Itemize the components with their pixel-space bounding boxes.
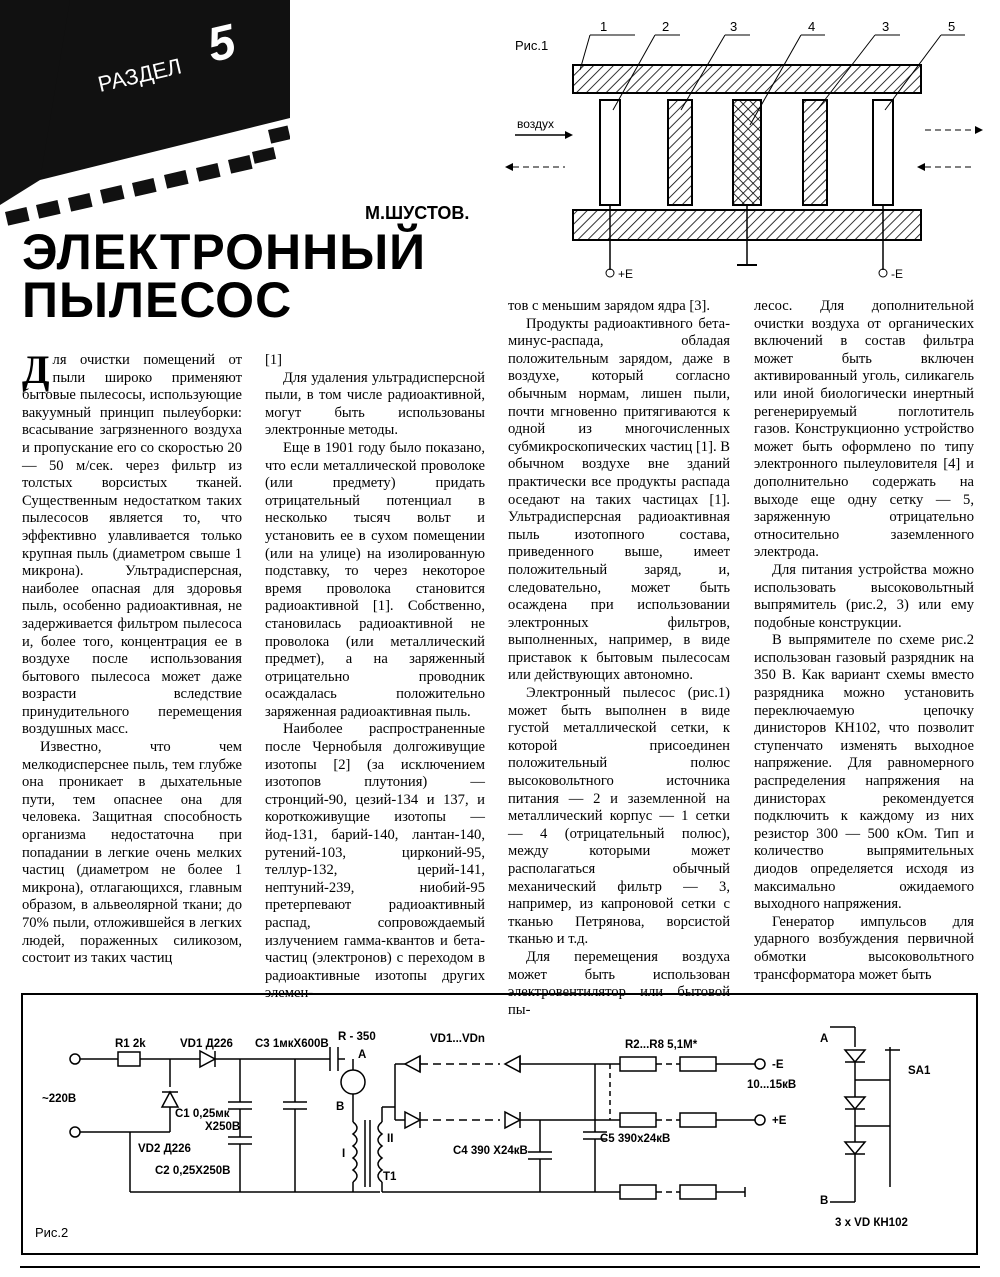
label-winding-1: I xyxy=(342,1148,346,1160)
fig1-label-4: 4 xyxy=(808,19,816,34)
fig1-label-5: 5 xyxy=(948,19,956,34)
section-number: 5 xyxy=(202,15,241,73)
label-vd1: VD1 Д226 xyxy=(180,1038,233,1050)
fig1-air: воздух xyxy=(517,117,555,131)
label-a2: А xyxy=(820,1033,829,1045)
filter-3b xyxy=(803,100,827,205)
col1-paragraph-2: Известно, что чем мелкодисперснее пыль, тем глубже она проникает в дыхательные пути, тем опаснее она для человека. Защитная способность организма недостаточна при попадании в легкие очень мелких частиц (диаметром не более 1 микрона), отлагающихся, главным образом, в альвеолярной ткани; до 70% пыли, отложившейся в легких людей, пораженных силикозом, состоит из таких частиц xyxy=(22,739,242,967)
filter-3a xyxy=(668,100,692,205)
figure-2 xyxy=(20,992,980,1257)
label-c1: С1 0,25мк xyxy=(175,1108,230,1120)
fig1-label-3a: 3 xyxy=(730,19,738,34)
label-minus-e: -E xyxy=(772,1059,784,1071)
col4-paragraph-0: лесос. Для дополнительной очистки воздуха от органических включений в состав фильтра может быть включен активированный уголь, силикагель или иной биологически инертный регенерируемый поглотитель газов. Конструкционно устройство может быть оформлено по типу электронного пылеуловителя [4] и дополнительно содержать на выходе еще одну сетку — 5, заряженную отрицательно относительно заземленного электрода. xyxy=(754,298,974,561)
label-vdn: VD1...VDn xyxy=(430,1033,485,1045)
label-dinistors: 3 x VD КН102 xyxy=(835,1217,908,1229)
column-2 xyxy=(265,352,485,1003)
bottom-rule xyxy=(20,1266,980,1268)
label-c3: С3 1мкX600В xyxy=(255,1038,329,1050)
fig2-caption: Рис.2 xyxy=(35,1225,69,1240)
col4-paragraph-1: Для питания устройства можно использовать высоковольтный выпрямитель (рис.2, 3) или ему подобные конструкции. xyxy=(754,561,974,631)
label-b2: В xyxy=(820,1195,829,1207)
section-word: РАЗДЕЛ xyxy=(95,53,184,97)
label-220v: ~220В xyxy=(42,1093,77,1105)
grid-5 xyxy=(873,100,893,205)
col3-paragraph-1: Продукты радиоактивного бета-минус-распада, обладая положительным зарядом, даже в воздухе, который согласно обычным нормам, лишен пыли, почти мгновенно притягиваются к одной из многочисленных субмикроскопических частиц [1]. В обычном воздухе вне зданий практически все продукты распада оседают на таких частицах [1]. Ультрадисперсная радиоактивная пыль изотопного состава, приведенного выше, имеет положительный заряд, и, следовательно, может быть осаждена при использовании электронных фильтров, выполненных, например, в виде приставок к бытовым пылесосам или действующих автономно. xyxy=(508,315,730,684)
fig1-plus: +E xyxy=(618,267,634,280)
label-sa1: SA1 xyxy=(908,1065,931,1077)
label-kv: 10...15кВ xyxy=(747,1079,797,1091)
label-plus-e: +E xyxy=(772,1115,787,1127)
col2-paragraph-2: Еще в 1901 году было показано, что если металлической проволоке (или предмету) придать отрицательный потенциал в несколько тысяч вольт и установить ее в сухом помещении (или на улице) на изолированную подставку, то через некоторое время проволока становится радиоактивной [1]. Собственно, становилась радиоактивной не проволока (или металлический предмет), а на заряженный отрицательно проводник осаждалась положительно заряженная радиоактивная пыль. xyxy=(265,439,485,720)
label-t1: T1 xyxy=(383,1171,397,1183)
col4-paragraph-3: Генератор импульсов для ударного возбуждения первичной обмотки высоковольтного трансформатора может быть xyxy=(754,913,974,983)
title-line-2: ПЫЛЕСОС xyxy=(22,272,293,328)
grid-2 xyxy=(600,100,620,205)
section-banner xyxy=(0,0,290,235)
label-winding-2: II xyxy=(387,1133,394,1145)
label-r1: R1 2k xyxy=(115,1038,146,1050)
label-a: А xyxy=(358,1049,367,1061)
column-1 xyxy=(22,347,242,968)
column-4 xyxy=(754,298,974,984)
label-vd2: VD2 Д226 xyxy=(138,1143,191,1155)
fig1-minus: -E xyxy=(891,267,903,280)
fig2-frame xyxy=(22,994,977,1254)
col3-paragraph-0: тов с меньшим зарядом ядра [3]. xyxy=(508,298,711,314)
label-c1b: X250В xyxy=(205,1121,241,1133)
figure-1 xyxy=(505,15,995,280)
label-r2r8: R2...R8 5,1M* xyxy=(625,1039,698,1051)
title-line-1: ЭЛЕКТРОННЫЙ xyxy=(22,224,427,280)
author: М.ШУСТОВ. xyxy=(365,203,470,223)
col1-paragraph-1: ля очистки помещений от пыли широко применяют бытовые пылесосы, использующие вакуумный принцип пылеуборки: всасывание загрязненного воздуха и пропускание его со скоростью 20 — 50 м/сек. через фильтр из толстых ворсистых тканей. Существенным недостатком таких пылесосов является то, что эффективно улавливается только крупная пыль (диаметром свыше 1 микрона). Ультрадисперсная, наиболее опасная для здоровья пыль, особенно радиоактивная, не задерживается фильтром пылесоса и, более того, концентрация ее в воздухе после использования бытового пылесоса может даже возрасти вследствие принудительного перемещения воздушных масс. xyxy=(22,352,242,738)
col4-paragraph-2: В выпрямителе по схеме рис.2 использован газовый разрядник на 350 В. Как вариант схемы вместо разрядника можно установить переключаемую цепочку динисторов КН102, что позволит ступенчато изменять выходное напряжение. Для равномерного распределения напряжения на динисторах рекомендуется подключить к каждому из них резистор 300 — 500 кОм. Тип и количество выпрямительных диодов определяется исходя из максимально ожидаемого выходного напряжения. xyxy=(754,632,974,913)
col2-paragraph-3: Наиболее распространенные после Чернобыля долгоживущие изотопы [2] (за исключением изотопов плутония) — стронций-90, цезий-134 и 137, и короткоживущие изотопы — йод-131, барий-140, лантан-140, рутений-103, цирконий-95, теллур-132, церий-141, нептуний-239, ниобий-95 претерпевают радиоактивный распад, сопровождаемый излучением гамма-квантов и бета-частиц (электронов) с переходом в радиоактивные изотопы других элемен- xyxy=(265,721,485,1002)
label-c4: С4 390 X24кВ xyxy=(453,1145,528,1157)
label-r350: R - 350 xyxy=(338,1031,376,1043)
label-b: В xyxy=(336,1101,345,1113)
col3-paragraph-2: Электронный пылесос (рис.1) может быть выполнен в виде густой металлической сетки, к которой присоединен положительный полюс высоковольтного источника питания — 2 и заземленной на металлический корпус — 1 сетки — 4 (отрицательный полюс), между которыми может располагаться обычный механический фильтр — 3, например, из капроновой сетки с тканью Петрянова, ворсистой тканью и т.д. xyxy=(508,685,730,948)
article-title xyxy=(22,224,427,328)
column-3 xyxy=(508,298,730,1019)
label-c2: С2 0,25X250В xyxy=(155,1165,231,1177)
fig1-label-3b: 3 xyxy=(882,19,890,34)
col3-paragraph-3: Для перемещения воздуха может быть использован электровентилятор или бытовой пы- xyxy=(508,948,730,1018)
fig1-label-1: 1 xyxy=(600,19,608,34)
fig1-label-2: 2 xyxy=(662,19,670,34)
col2-paragraph-0: [1] xyxy=(265,352,283,368)
col2-paragraph-1: Для удаления ультрадисперсной пыли, в том числе радиоактивной, могут быть использованы электронные методы. xyxy=(265,369,485,439)
drop-cap: Д xyxy=(22,347,50,392)
label-c5: С5 390x24кВ xyxy=(600,1133,671,1145)
fig1-caption: Рис.1 xyxy=(515,38,549,53)
